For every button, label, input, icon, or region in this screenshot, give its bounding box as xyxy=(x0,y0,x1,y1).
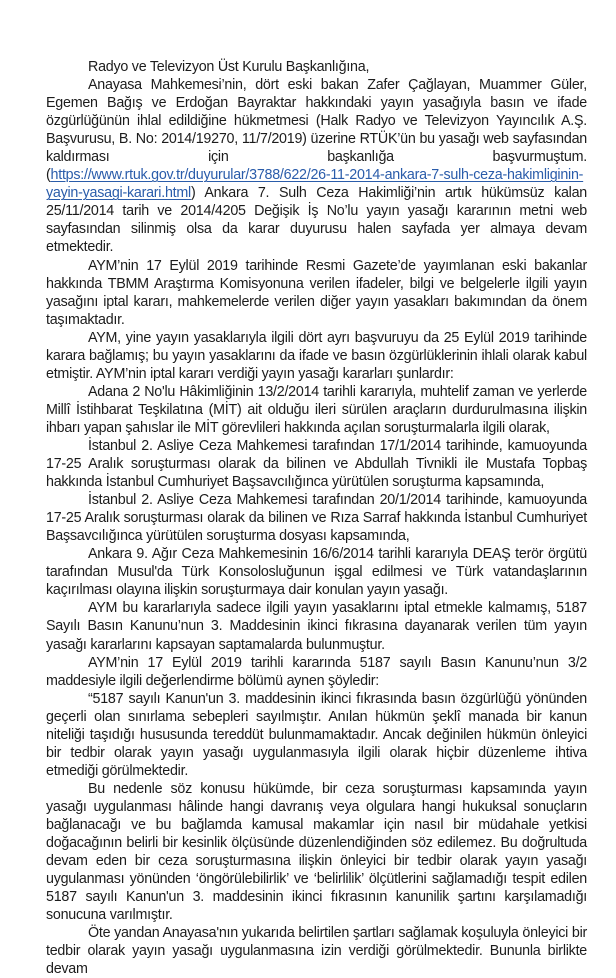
list-item-ankara-9: Ankara 9. Ağır Ceza Mahkemesinin 16/6/2014 tarihli kararıyla DEAŞ terör örgütü tarafından Musul'da Türk Konsolosluğunun işgal edilmesi ve Türk vatandaşlarının kaçırılması olayına ilişkin soruşturmaya dair konulan yayın yasağı. xyxy=(46,546,587,599)
document-body xyxy=(46,58,587,978)
paragraph-aym-ruling: AYM’nin 17 Eylül 2019 tarihinde Resmi Gazete’de yayımlanan eski bakanlar hakkında TBMM Araştırma Komisyonuna verilen ifadeler, bilgi ve belgelerle ilgili yayın yasağını iptal kararı, mahkemelerde verilen diğer yayın yasakları bakımından da önem taşımaktadır. xyxy=(46,257,587,328)
paragraph-evaluation-intro: AYM’nin 17 Eylül 2019 tarihli kararında 5187 sayılı Basın Kanunu’nun 3/2 maddesiyle ilgili değerlendirme bölümü aynen şöyledir: xyxy=(46,654,587,689)
paragraph-constitution: Öte yandan Anayasa'nın yukarıda belirtilen şartları sağlamak koşuluyla önleyici bir tedbir olarak yayın yasağı uygulanmasına izin verdiği görülmektedir. Bununla birlikte devam xyxy=(46,925,587,978)
paragraph-intro-text-before: Anayasa Mahkemesi’nin, dört eski bakan Zafer Çağlayan, Muammer Güler, Egemen Bağış ve Erdoğan Bayraktar hakkındaki yayın yasağıyla basın ve ifade özgürlüğünün ihlal edildiğine hükmetmesi (Halk Radyo ve Televizyon Yayıncılık A.Ş. Başvurusu, B. No: 2014/19270, 11/7/2019) üzerine RTÜK’ün bu yasağı web sayfasından kaldırması için başkanlığa başvurmuştum. ( xyxy=(46,77,587,184)
quote-paragraph-2: Bu nedenle söz konusu hükümde, bir ceza soruşturması kapsamında yayın yasağı uygulanması hâlinde hangi davranış veya olgulara hangi hukuksal sonuçların bağlanacağı ve bu bağlamda kamusal makamlar için nasıl bir müdahale yetkisi doğacağının belirli bir kesinlik ölçüsünde düzenlendiğinden söz edilemez. Bu doğrultuda devam eden bir ceza soruşturmasına ilişkin önleyici bir tedbir olarak yayın yasağı uygulanması yönünden ‘öngörülebilirlik’ ve ‘belirlilik’ ölçütlerini sağlamadığı tespit edilen 5187 sayılı Kanun'un 3. maddesinin ikinci fıkrasının kanunilik şartını karşılamadığı sonucuna varılmıştır. xyxy=(46,780,587,924)
paragraph-press-law: AYM bu kararlarıyla sadece ilgili yayın yasaklarını iptal etmekle kalmamış, 5187 Sayılı Basın Kanunu’nun 3. Maddesinin ikinci fıkrasına dayanarak verilen tüm yayın yasağı kararlarını kapsayan saptamalarda bulunmuştur. xyxy=(46,600,587,653)
addressee-line: Radyo ve Televizyon Üst Kurulu Başkanlığına, xyxy=(88,59,370,75)
paragraph-four-applications: AYM, yine yayın yasaklarıyla ilgili dört ayrı başvuruyu da 25 Eylül 2019 tarihinde karara bağlamış; bu yayın yasaklarını da ifade ve basın özgürlüklerinin ihlali olarak kabul etmiştir. AYM’nin iptal kararı verdiği yayın yasağı kararları şunlardır: xyxy=(46,329,587,382)
quote-paragraph-1: “5187 sayılı Kanun'un 3. maddesinin ikinci fıkrasında basın özgürlüğü yönünden geçerli olan sınırlama sebepleri sayılmıştır. Anılan hükmün şeklî manada bir kanun niteliği taşıdığı hususunda tereddüt bulunmamaktadır. Ancak değinilen hükmün önleyici bir tedbir olarak yayın yasağı uygulanmasıyla ilgili olarak hiçbir düzenleme ihtiva etmediği görülmektedir. xyxy=(46,690,587,779)
paragraph-intro xyxy=(46,76,587,256)
list-item-adana: Adana 2 No'lu Hâkimliğinin 13/2/2014 tarihli kararıyla, muhtelif zaman ve yerlerde Millî İstihbarat Teşkilatına (MİT) ait olduğu ileri sürülen araçların durdurulmasına ilişkin ihbarı yapan şahıslar ile MİT görevlileri hakkında açılan soruşturmalarla ilgili olarak, xyxy=(46,383,587,436)
list-item-istanbul-17-1: İstanbul 2. Asliye Ceza Mahkemesi tarafından 17/1/2014 tarihinde, kamuoyunda 17-25 Aralık soruşturması olarak da bilinen ve Abdullah Tivnikli ile Mustafa Topbaş hakkında İstanbul Cumhuriyet Başsavcılığınca yürütülen soruşturma kapsamında, xyxy=(46,437,587,491)
paragraph-intro-text-after: ) Ankara 7. Sulh Ceza Hakimliği’nin artık hükümsüz kalan 25/11/2014 tarih ve 2014/4205 Değişik İş No’lu yayın yasağı kararının metni web sayfasından silinmiş olsa da karar duyurusu halen sayfada yer almaya devam etmektedir. xyxy=(46,185,587,256)
rtuk-announcement-link[interactable]: https://www.rtuk.gov.tr/duyurular/3788/622/26-11-2014-ankara-7-sulh-ceza-hakimliginin-yayin-yasagi-karari.html xyxy=(46,167,584,202)
list-item-istanbul-20-1: İstanbul 2. Asliye Ceza Mahkemesi tarafından 20/1/2014 tarihinde, kamuoyunda 17-25 Aralık soruşturması olarak da bilinen ve Rıza Sarraf hakkında İstanbul Cumhuriyet Başsavcılığınca yürütülen soruşturma dosyası kapsamında, xyxy=(46,492,587,545)
